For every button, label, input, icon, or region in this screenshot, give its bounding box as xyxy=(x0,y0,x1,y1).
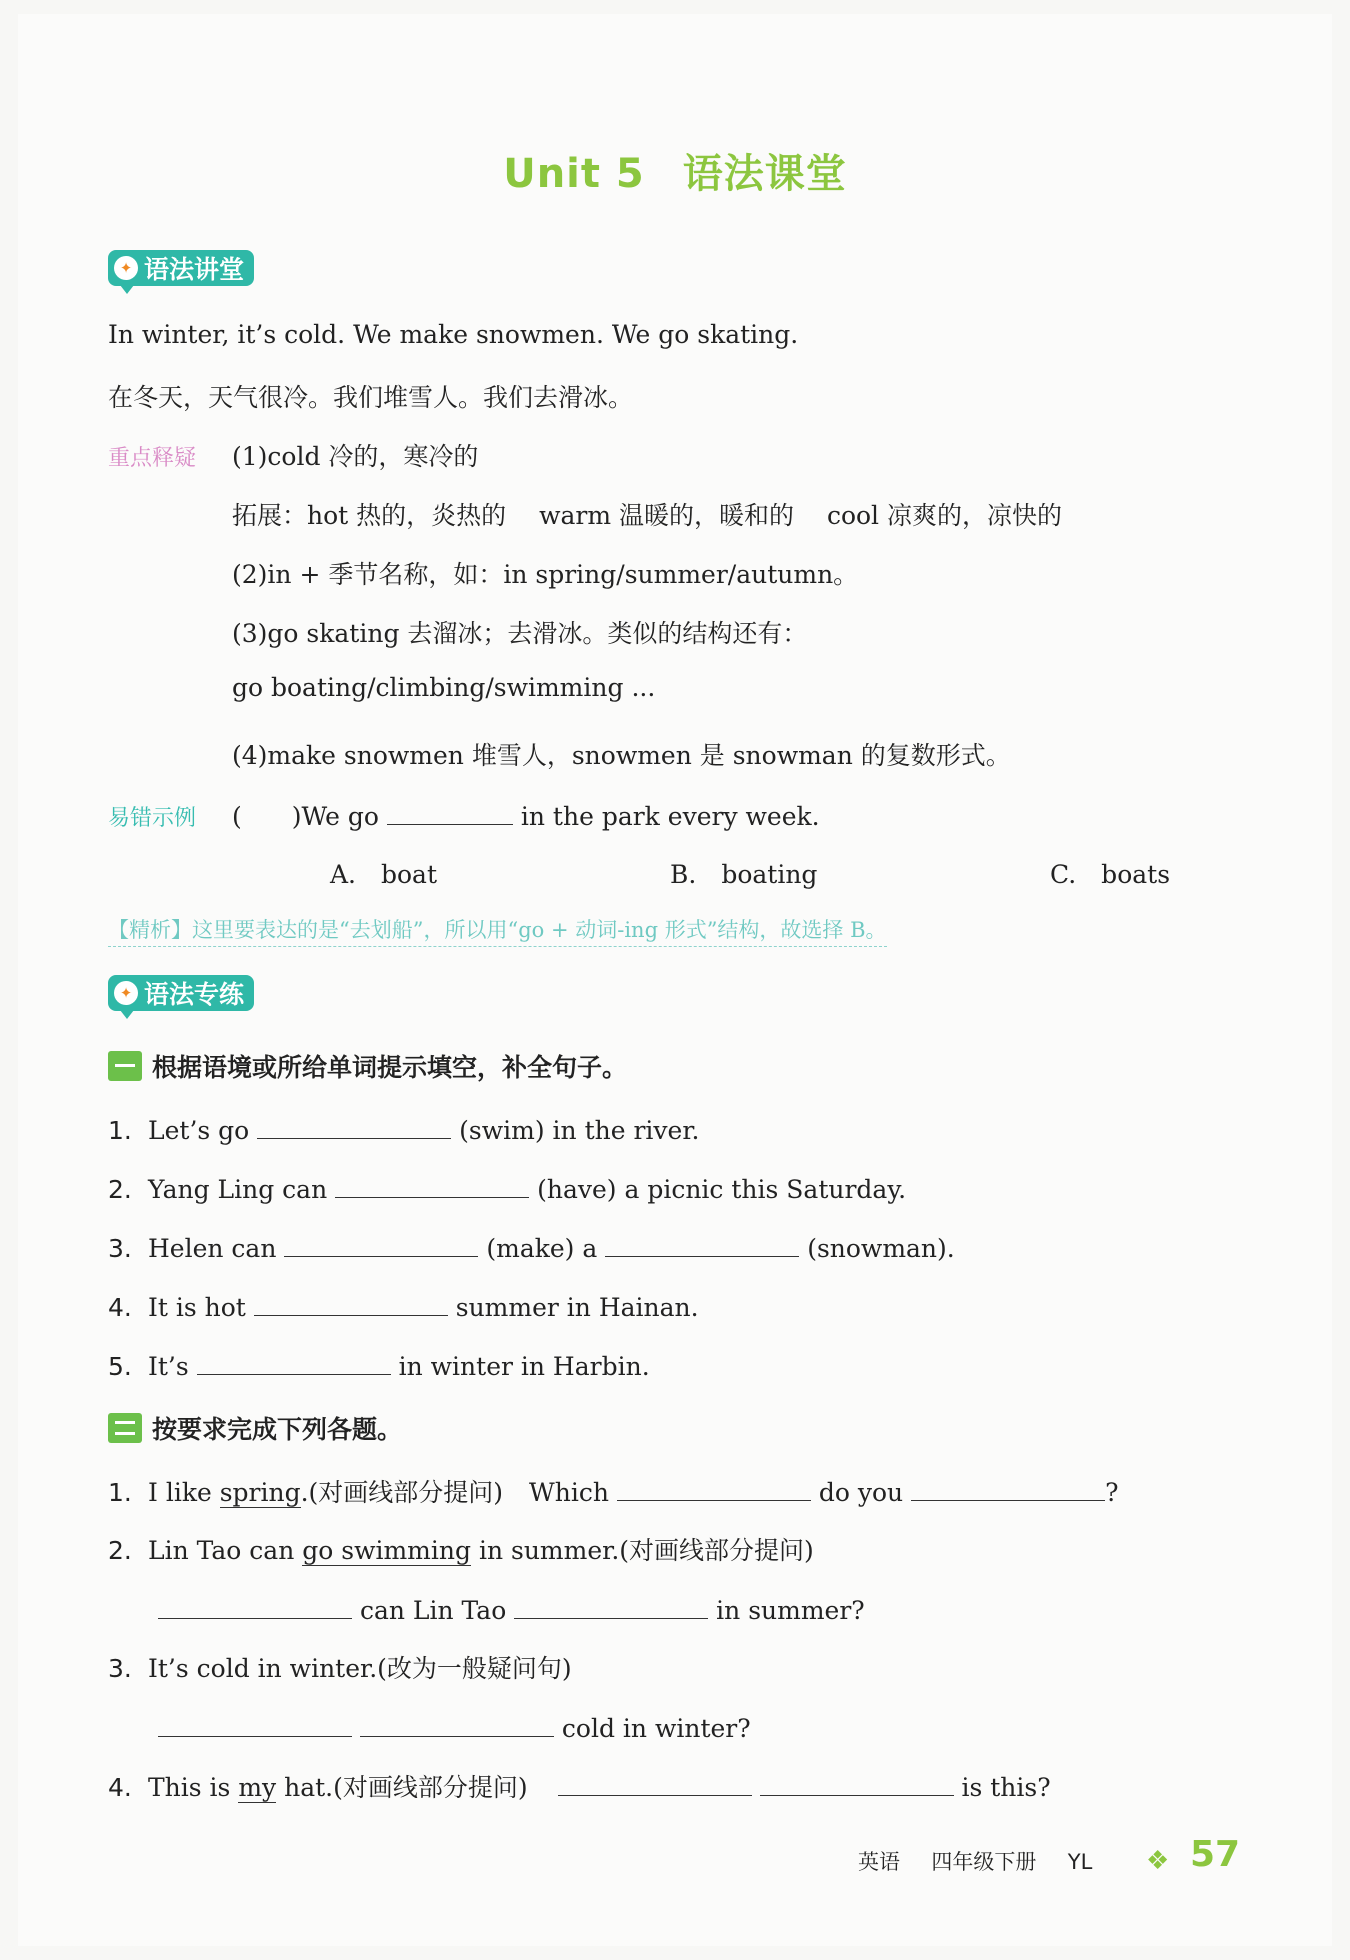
answer-blank[interactable] xyxy=(387,796,513,825)
lightbulb-icon: ✦ xyxy=(114,981,138,1005)
option-b[interactable]: B. boating xyxy=(670,860,818,889)
lesson-name: 语法课堂 xyxy=(682,151,847,197)
part-1-title: 根据语境或所给单词提示填空，补全句子。 xyxy=(152,1053,628,1082)
answer-bracket[interactable]: ( ) xyxy=(232,802,302,831)
rewrite-item-2-answer: can Lin Tao in summer? xyxy=(158,1590,865,1625)
section-badge-grammar-practice xyxy=(108,975,254,1011)
underlined-word: spring xyxy=(219,1478,301,1507)
fill-item-3: 3. Helen can (make) a (snowman). xyxy=(108,1228,955,1263)
point-1: (1)cold 冷的，寒冷的 xyxy=(232,442,479,471)
diamond-icon: ❖ xyxy=(1146,1846,1170,1876)
analysis-note: 【精析】这里要表达的是“去划船”，所以用“go + 动词-ing 形式”结构，故选择 B。 xyxy=(108,914,887,947)
option-a[interactable]: A. boat xyxy=(330,860,438,889)
answer-blank[interactable] xyxy=(254,1287,448,1316)
page-number: 57 xyxy=(1190,1834,1241,1875)
answer-blank[interactable] xyxy=(911,1472,1105,1501)
footer-edition: YL xyxy=(1067,1850,1093,1874)
answer-blank[interactable] xyxy=(617,1472,811,1501)
fill-item-5: 5. It’s in winter in Harbin. xyxy=(108,1346,650,1381)
rewrite-item-4: 4. This is my hat.(对画线部分提问) is this? xyxy=(108,1767,1051,1804)
unit-label: Unit 5 xyxy=(503,151,645,197)
underlined-word: my xyxy=(238,1773,277,1802)
lightbulb-icon: ✦ xyxy=(114,256,138,280)
point-extension: 拓展：hot 热的，炎热的 warm 温暖的，暖和的 cool 凉爽的，凉快的 xyxy=(232,501,1062,530)
answer-blank[interactable] xyxy=(158,1590,352,1619)
answer-blank[interactable] xyxy=(158,1708,352,1737)
rewrite-item-1: 1. I like spring.(对画线部分提问) Which do you ? xyxy=(108,1472,1118,1509)
point-4: (4)make snowmen 堆雪人，snowmen 是 snowman 的复数形式。 xyxy=(232,741,1011,770)
footer-grade: 四年级下册 xyxy=(931,1850,1037,1874)
fill-item-2: 2. Yang Ling can (have) a picnic this Saturday. xyxy=(108,1169,906,1204)
section-badge-grammar-lecture xyxy=(108,250,254,286)
answer-blank[interactable] xyxy=(197,1346,391,1375)
key-points-tag: 重点释疑 xyxy=(108,446,197,471)
rewrite-item-2: 2. Lin Tao can go swimming in summer.(对画线部分提问) xyxy=(108,1536,814,1565)
example-english: In winter, it’s cold. We make snowmen. We go skating. xyxy=(108,320,799,349)
footer-info xyxy=(858,1846,1092,1876)
answer-blank[interactable] xyxy=(257,1110,451,1139)
point-2: (2)in + 季节名称，如：in spring/summer/autumn。 xyxy=(232,560,859,589)
footer-subject: 英语 xyxy=(858,1850,900,1874)
answer-blank[interactable] xyxy=(360,1708,554,1737)
fill-item-1: 1. Let’s go (swim) in the river. xyxy=(108,1110,699,1145)
rewrite-item-3-answer: cold in winter? xyxy=(158,1708,751,1743)
badge-label: 语法专练 xyxy=(144,980,245,1009)
option-c[interactable]: C. boats xyxy=(1050,860,1171,889)
common-mistake-tag: 易错示例 xyxy=(108,806,197,831)
underlined-phrase: go swimming xyxy=(302,1536,471,1565)
part-1-heading xyxy=(108,1048,627,1084)
point-3: (3)go skating 去溜冰；去滑冰。类似的结构还有： xyxy=(232,619,808,648)
part-2-heading xyxy=(108,1410,402,1446)
answer-blank[interactable] xyxy=(558,1767,752,1796)
answer-blank[interactable] xyxy=(605,1228,799,1257)
fill-item-4: 4. It is hot summer in Hainan. xyxy=(108,1287,699,1322)
point-3-examples: go boating/climbing/swimming ... xyxy=(232,673,656,702)
answer-blank[interactable] xyxy=(284,1228,478,1257)
badge-label: 语法讲堂 xyxy=(144,255,245,284)
part-two-marker-icon xyxy=(108,1413,142,1443)
page-title xyxy=(0,142,1350,199)
part-one-marker-icon xyxy=(108,1051,142,1081)
mistake-question: ( )We go in the park every week. xyxy=(232,796,820,833)
answer-blank[interactable] xyxy=(760,1767,954,1796)
rewrite-item-3: 3. It’s cold in winter.(改为一般疑问句) xyxy=(108,1654,572,1683)
answer-blank[interactable] xyxy=(514,1590,708,1619)
example-chinese: 在冬天，天气很冷。我们堆雪人。我们去滑冰。 xyxy=(108,383,634,412)
answer-blank[interactable] xyxy=(335,1169,529,1198)
part-2-title: 按要求完成下列各题。 xyxy=(152,1415,403,1444)
